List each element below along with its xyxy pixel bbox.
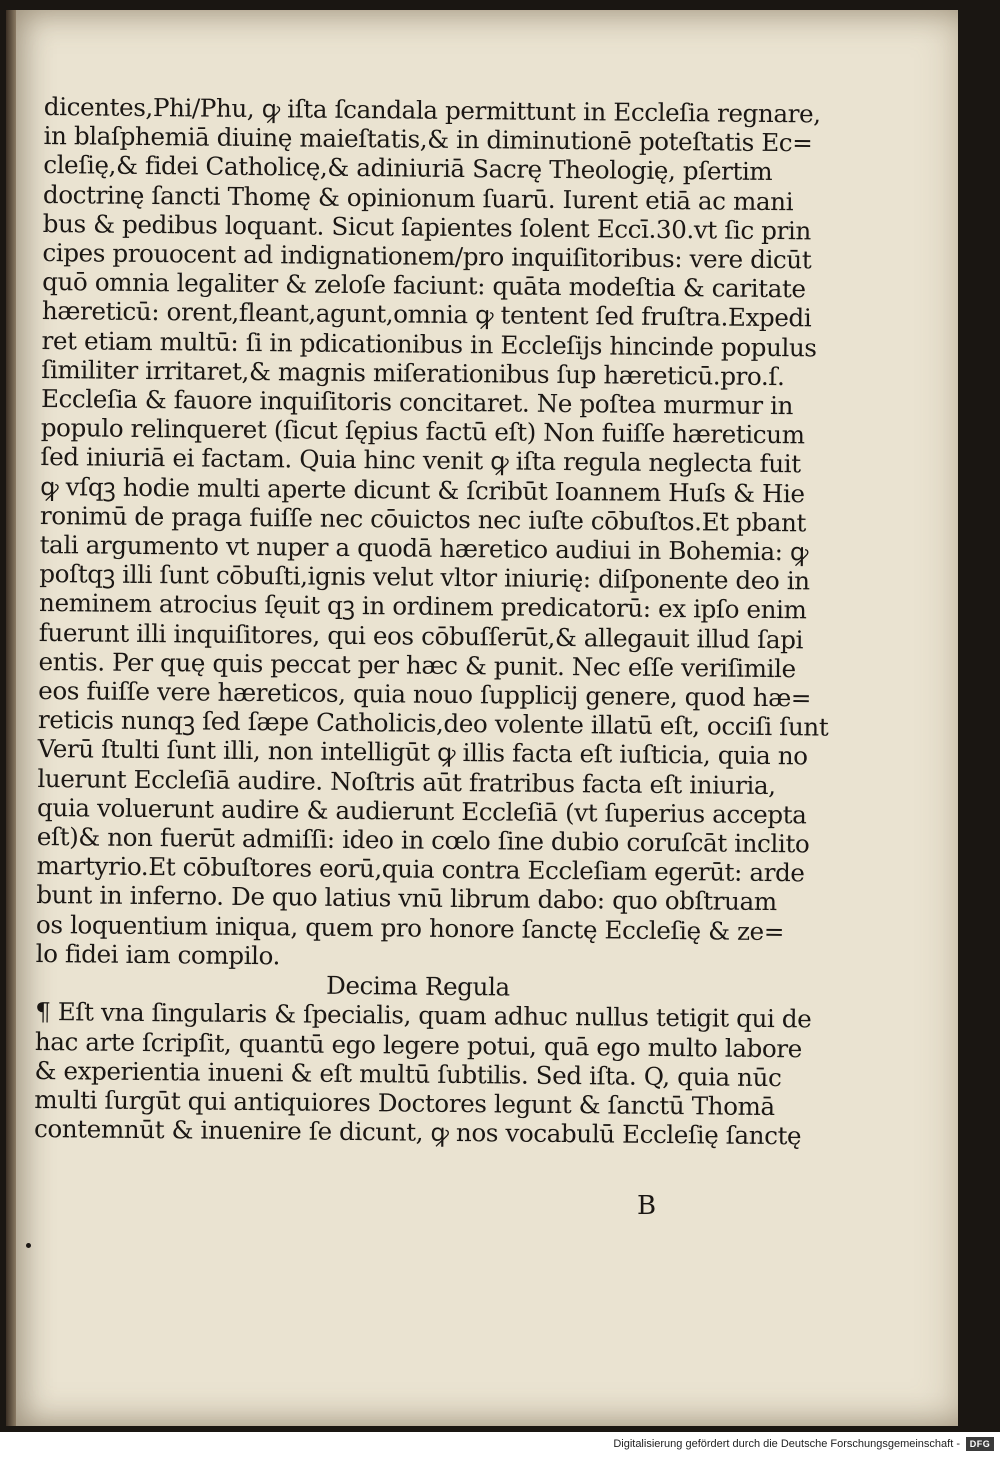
text-line: ꝙ vſqꝫ hodie multi aperte dicunt & ſcribūt Ioannem Huſs & Hie [40,471,805,508]
text-line: bunt in inferno. De quo latius vnū librum dabo: quo obſtruam [36,880,777,917]
text-line: dicentes,Phi/Phu, ꝙ iſta ſcandala permittunt in Eccleſia regnare, [43,92,821,129]
text-line: doctrinę ſancti Thomę & opinionum ſuarū. Iurent etiā ac mani [42,179,794,216]
text-line: reticis nunqꝫ ſed ſæpe Catholicis,deo volente illatū eſt, occiſi ſunt [37,705,829,742]
text-line: neminem atrocius ſęuit qꝫ in ordinem predicatorū: ex ipſo enim [38,588,807,625]
text-line: contemnūt & inuenire ſe dicunt, ꝙ nos vocabulū Eccleſię ſanctę [33,1114,802,1151]
text-line: quō omnia legaliter & zeloſe faciunt: quāta modeſtia & caritate [42,267,806,304]
text-line: ¶ Eſt vna ſingularis & ſpecialis, quam adhuc nullus tetigit qui de [35,997,812,1034]
ink-dot [26,1243,31,1248]
text-line: ſimiliter irritaret,& magnis miſerationibus ſup hæreticū.pro.ſ. [41,354,785,391]
text-line: hac arte ſcripſit, quantū ego legere potui, quā ego multo labore [34,1026,802,1063]
text-line: tali argumento vt nuper a quodā hæretico audiui in Bohemia: ꝙ [39,530,809,567]
text-line: poſtqꝫ illi ſunt cōbuſti,ignis velut vltor iniurię: diſponente deo in [39,559,810,596]
text-line: martyrio.Et cōbuſtores eorū,quia contra Eccleſiam egerūt: arde [36,851,805,888]
text-line: fuerunt illi inquiſitores, qui eos cōbuſſerūt,& allegauit illud ſapi [38,617,804,654]
text-line: ret etiam multū: ſi in pdicationibus in Eccleſijs hincinde populus [41,325,817,363]
text-line: cipes prouocent ad indignationem/pro inquiſitoribus: vere dicūt [42,238,812,275]
text-line: & experientia inueni & eſt multū ſubtilis. Sed iſta. Q, quia nūc [34,1055,782,1092]
dfg-logo: DFG [966,1437,994,1451]
text-line: ronimū de praga fuiſſe nec cōuictos nec iuſte cōbuſtos.Et pbant [39,500,807,538]
text-line: cleſię,& fidei Catholicę,& adiniuriā Sacrę Theologię, pſertim [43,150,773,187]
text-line: multi ſurgūt qui antiquiores Doctores legunt & ſanctū Thomā [34,1084,775,1121]
text-line: os loquentium iniqua, quem pro honore ſanctę Eccleſię & ze= [35,909,785,946]
page-text [33,92,829,1151]
text-line: bus & pedibus loquant. Sicut ſapientes ſolent Eccī.30.vt ſic prin [42,208,811,246]
text-line: entis. Per quę quis peccat per hæc & punit. Nec eſſe veriſimile [38,646,796,684]
text-line: Verū ſtulti ſunt illi, non intelligūt ꝙ illis facta eſt iuſticia, quia no [37,734,808,771]
text-line: eos fuiſſe vere hæreticos, quia nouo ſupplicij genere, quod hæ= [38,676,812,713]
text-line: lo fidei iam compilo. [35,938,281,971]
footer-bar [0,1432,1000,1457]
footer-credit: Digitalisierung gefördert durch die Deutsche Forschungsgemeinschaft - [613,1438,960,1450]
text-line: hæreticū: orent,fleant,agunt,omnia ꝙ tentent ſed fruſtra.Expedi [41,296,812,333]
text-line: eſt)& non fuerūt admiſſi: ideo in cœlo ſine dubio coruſcāt inclito [36,822,810,859]
text-line: luerunt Eccleſiā audire. Noſtris aūt fratribus facta eſt iniuria, [37,763,776,800]
text-line: quia voluerunt audire & audierunt Eccleſiā (vt ſuperius accepta [36,792,807,830]
section-heading: Decima Regula [325,970,510,1002]
text-line: populo relinqueret (ſicut ſępius factū eſt) Non fuiſſe hæreticum [40,413,805,450]
text-line: Eccleſia & fauore inquiſitoris concitaret. Ne poſtea murmur in [40,384,794,421]
page-binding-edge [6,10,16,1426]
text-line: in blaſphemiā diuinę maieſtatis,& in diminutionē poteſtatis Ec= [43,121,813,158]
text-line: ſed iniuriā ei factam. Quia hinc venit ꝙ iſta regula neglecta fuit [40,442,801,479]
signature-mark: B [637,1191,657,1221]
